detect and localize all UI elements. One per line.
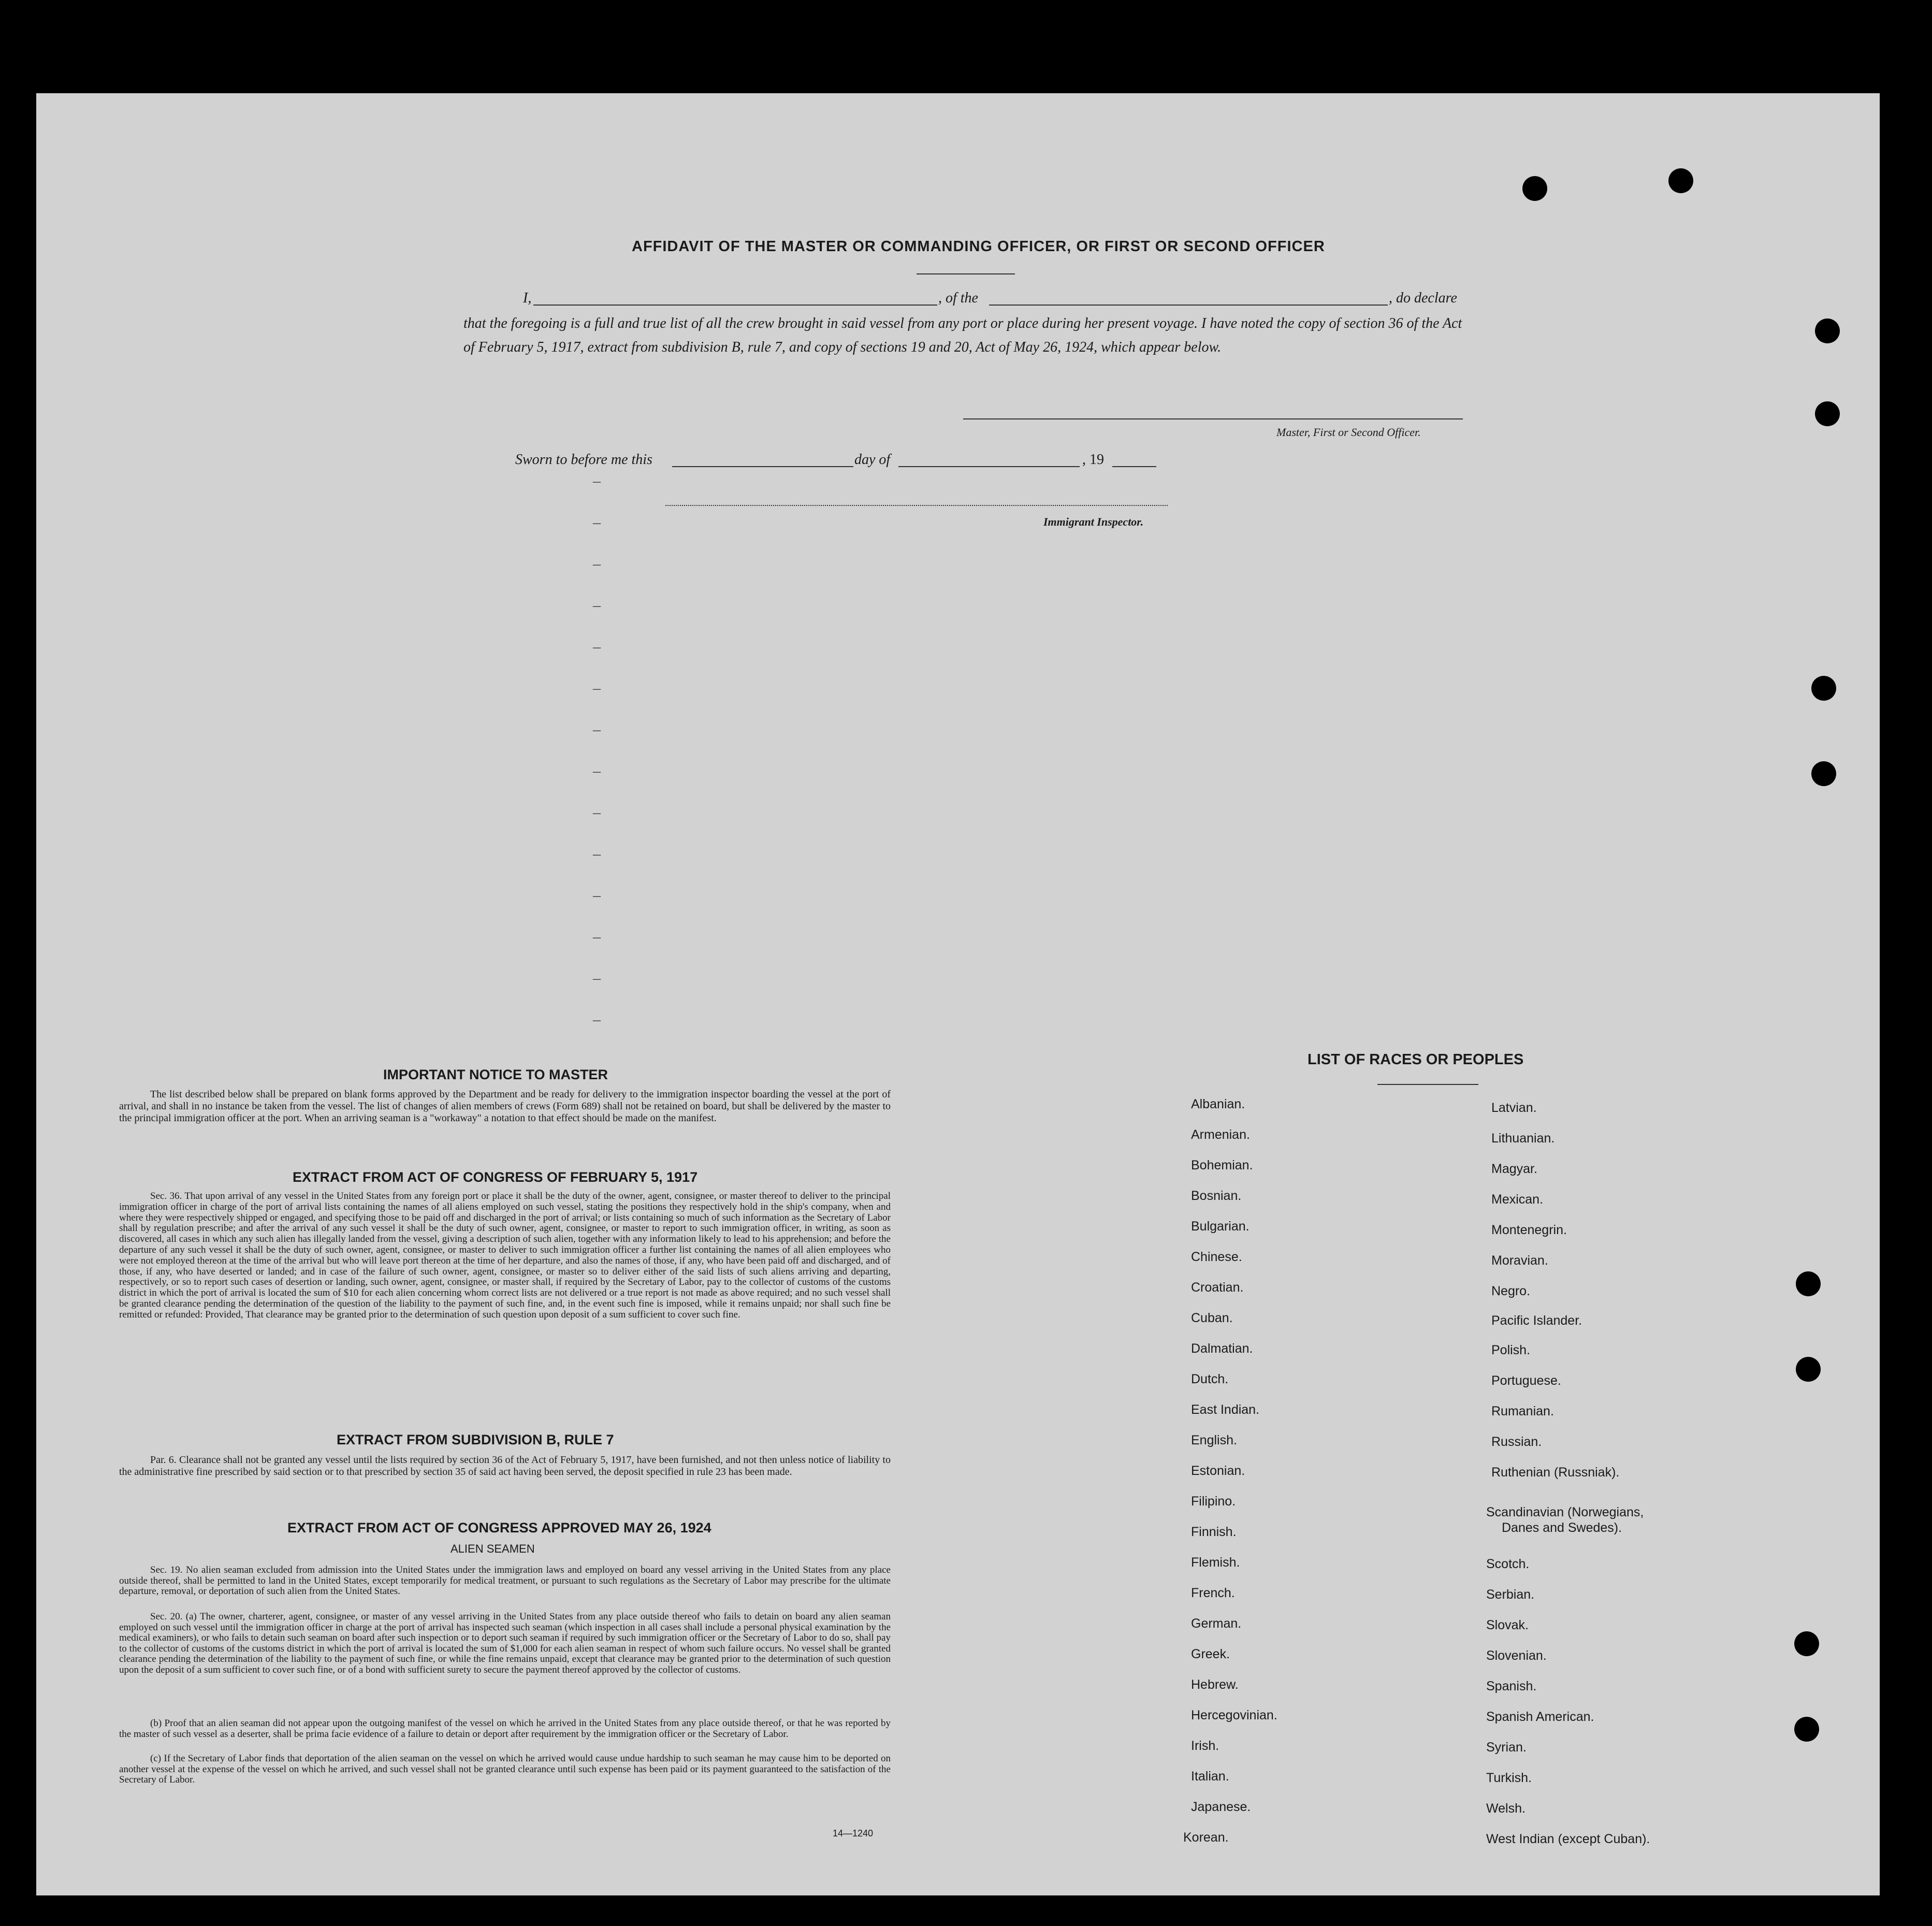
race-item: Bohemian. xyxy=(1191,1158,1253,1172)
race-item: Syrian. xyxy=(1486,1740,1527,1755)
punch-hole xyxy=(1796,1271,1821,1296)
inspector-signature-line[interactable] xyxy=(665,505,1168,506)
inspector-caption: Immigrant Inspector. xyxy=(1043,515,1144,528)
punch-hole xyxy=(1794,1631,1819,1656)
race-item: Italian. xyxy=(1191,1769,1229,1784)
notice-title: IMPORTANT NOTICE TO MASTER xyxy=(383,1067,608,1082)
race-item: Russian. xyxy=(1491,1435,1542,1449)
sec19-text: Sec. 19. No alien seaman excluded from admission into the United States under the immigration laws and employed on board any vessel arriving in the United States from any place outside thereof, shall be permitted to land in the United States, except temporarily for medical treatment, or pursuant to such regulations as the Secretary of Labor may prescribe for the ultimate departure, removal, or deportation of such alien from the United States. xyxy=(119,1565,891,1597)
race-item: Moravian. xyxy=(1491,1253,1548,1268)
race-item: Scotch. xyxy=(1486,1557,1530,1571)
extract-1924-subtitle: ALIEN SEAMEN xyxy=(451,1542,535,1555)
extract-rule7-text: Par. 6. Clearance shall not be granted any vessel until the lists required by section 36 of the Act of February 5, 1917, have been furnished, and not then unless notice of liability to the administrative fine prescribed by said section or to that prescribed by section 35 of said act having been served, the deposit specified in rule 23 has been made. xyxy=(119,1454,891,1478)
sec20a-text: Sec. 20. (a) The owner, charterer, agent, consignee, or master of any vessel arriving in the United States from any place outside thereof who fails to detain on board any alien seaman employed on such vessel until the immigration officer in charge at the port of arrival has inspected such seaman (which inspection in all cases shall include a personal physical examination by the medical examiners), or who fails to detain such seaman on board after such inspection or to deport such seaman if required by such immigration officer or the Secretary of Labor to do so, shall pay to the collector of customs of the customs district in which the port of arrival is located the sum of $1,000 for each alien seaman in respect of whom such failure occurs. No vessel shall be granted clearance pending the determination of the liability to the payment of such fine, or while the fine remains unpaid, except that clearance may be granted prior to the determination of such question upon the deposit of a sum sufficient to cover such fine, or of a bond with sufficient surety to secure the payment thereof approved by the collector of customs. xyxy=(119,1611,891,1675)
sworn-label: Sworn to before me this xyxy=(515,452,652,468)
race-item: Flemish. xyxy=(1191,1555,1240,1570)
race-item: Hebrew. xyxy=(1191,1677,1239,1692)
year-field[interactable] xyxy=(1112,466,1156,467)
race-item: Armenian. xyxy=(1191,1127,1250,1142)
name-field[interactable] xyxy=(533,305,937,306)
race-item: Bulgarian. xyxy=(1191,1219,1250,1234)
punch-hole xyxy=(1811,761,1836,786)
race-item: Estonian. xyxy=(1191,1464,1245,1478)
race-item: Croatian. xyxy=(1191,1280,1244,1295)
races-title-rule xyxy=(1377,1084,1478,1085)
race-item: Slovenian. xyxy=(1486,1648,1547,1663)
sec20b-text: (b) Proof that an alien seaman did not appear upon the outgoing manifest of the vessel on which he arrived in the United States from any place outside thereof, or that he was reported by the master of such vessel as a deserter, shall be prima facie evidence of a failure to detain or deport after requirement by the immigration officer or the Secretary of Labor. xyxy=(119,1718,891,1740)
race-item: English. xyxy=(1191,1433,1237,1447)
sworn-month-field[interactable] xyxy=(898,466,1080,467)
race-item: Irish. xyxy=(1191,1739,1219,1753)
race-item: Portuguese. xyxy=(1491,1373,1561,1388)
race-item: Mexican. xyxy=(1491,1192,1544,1207)
punch-hole xyxy=(1794,1717,1819,1742)
margin-dash: – xyxy=(593,514,601,531)
margin-dash: – xyxy=(593,472,601,489)
race-item: Filipino. xyxy=(1191,1494,1236,1509)
margin-dash: – xyxy=(593,679,601,697)
race-item: East Indian. xyxy=(1191,1402,1260,1417)
punch-hole xyxy=(1811,676,1836,701)
punch-hole xyxy=(1522,176,1547,201)
margin-dash: – xyxy=(593,638,601,655)
race-item: French. xyxy=(1191,1586,1235,1600)
day-of-label: day of xyxy=(854,452,891,468)
title-rule xyxy=(917,273,1015,274)
race-item: Hercegovinian. xyxy=(1191,1708,1277,1722)
race-item: Slovak. xyxy=(1486,1618,1529,1632)
race-item: Negro. xyxy=(1491,1284,1531,1298)
race-item: Albanian. xyxy=(1191,1097,1245,1111)
race-item: West Indian (except Cuban). xyxy=(1486,1832,1650,1846)
races-title: LIST OF RACES OR PEOPLES xyxy=(1308,1051,1524,1068)
form-number: 14—1240 xyxy=(833,1828,874,1838)
race-item: Japanese. xyxy=(1191,1800,1251,1814)
extract-1924-title: EXTRACT FROM ACT OF CONGRESS APPROVED MAY 26, 1924 xyxy=(287,1520,711,1536)
signature-line[interactable] xyxy=(963,418,1463,419)
race-item: Rumanian. xyxy=(1491,1404,1554,1418)
race-item: Bosnian. xyxy=(1191,1189,1242,1203)
sec20c-text: (c) If the Secretary of Labor finds that deportation of the alien seaman on the vessel on which he arrived would cause undue hardship to such seaman he may cause him to be deported on another vessel at the expense of the vessel on which he arrived, and such vessel shall not be granted clearance until such expense has been paid or its payment guaranteed to the satisfaction of the Secretary of Labor. xyxy=(119,1753,891,1785)
race-item: Welsh. xyxy=(1486,1801,1526,1816)
margin-dash: – xyxy=(593,928,601,945)
race-item: Spanish. xyxy=(1486,1679,1537,1693)
punch-hole xyxy=(1815,318,1840,343)
notice-text: The list described below shall be prepared on blank forms approved by the Department and be ready for delivery to the immigration inspector boarding the vessel at the port of arrival, and shall in no instance be taken from the vessel. The list of changes of alien members of crews (Form 689) shall not be retained on board, but shall be delivered by the master to the principal immigration officer at the port. When an arriving seaman is a "workaway" a notation to that effect should be made on the manifest. xyxy=(119,1089,891,1124)
margin-dash: – xyxy=(593,762,601,779)
race-item: Chinese. xyxy=(1191,1250,1242,1264)
margin-dash: – xyxy=(593,597,601,614)
punch-hole xyxy=(1796,1357,1821,1382)
extract-rule7-title: EXTRACT FROM SUBDIVISION B, RULE 7 xyxy=(337,1432,614,1447)
race-item: Dutch. xyxy=(1191,1372,1229,1386)
race-item: Magyar. xyxy=(1491,1162,1537,1176)
margin-dash: – xyxy=(593,804,601,821)
punch-hole xyxy=(1815,401,1840,426)
race-item: Ruthenian (Russniak). xyxy=(1491,1465,1620,1480)
punch-hole xyxy=(1668,168,1693,193)
signature-caption: Master, First or Second Officer. xyxy=(1276,426,1421,439)
race-item: Polish. xyxy=(1491,1343,1531,1357)
affidavit-title: AFFIDAVIT OF THE MASTER OR COMMANDING OFFICER, OR FIRST OR SECOND OFFICER xyxy=(632,238,1325,255)
race-item: Danes and Swedes). xyxy=(1502,1520,1622,1535)
of-the-label: , of the xyxy=(938,290,978,306)
race-item: Scandinavian (Norwegians, xyxy=(1486,1505,1644,1519)
race-item: Finnish. xyxy=(1191,1525,1237,1539)
race-item: Spanish American. xyxy=(1486,1710,1594,1724)
race-item: Dalmatian. xyxy=(1191,1341,1253,1356)
do-declare-label: , do declare xyxy=(1389,290,1457,306)
margin-dash: – xyxy=(593,969,601,987)
race-item: Lithuanian. xyxy=(1491,1131,1555,1146)
race-item: Greek. xyxy=(1191,1647,1230,1661)
margin-dash: – xyxy=(593,721,601,738)
extract-1917-title: EXTRACT FROM ACT OF CONGRESS OF FEBRUARY 5, 1917 xyxy=(293,1169,698,1185)
race-item: Montenegrin. xyxy=(1491,1223,1567,1237)
margin-dash: – xyxy=(593,1011,601,1028)
race-item: Cuban. xyxy=(1191,1311,1233,1325)
vessel-field[interactable] xyxy=(989,305,1388,306)
declaration-text: that the foregoing is a full and true list of all the crew brought in said vessel from any port or place during her present voyage. I have noted the copy of section 36 of the Act of February 5, 1917, extract from subdivision B, rule 7, and copy of sections 19 and 20, Act of May 26, 1924, which appear below. xyxy=(463,315,1462,355)
margin-dash: – xyxy=(593,845,601,862)
race-item: Latvian. xyxy=(1491,1100,1537,1115)
race-item: Korean. xyxy=(1183,1830,1229,1845)
year-label: , 19 xyxy=(1082,452,1104,468)
race-item: Pacific Islander. xyxy=(1491,1313,1582,1328)
margin-dash: – xyxy=(593,887,601,904)
sworn-day-field[interactable] xyxy=(672,466,853,467)
race-item: German. xyxy=(1191,1616,1242,1631)
race-item: Turkish. xyxy=(1486,1771,1532,1785)
margin-dash: – xyxy=(593,555,601,572)
affidavit-i-label: I, xyxy=(523,290,532,306)
extract-1917-text: Sec. 36. That upon arrival of any vessel in the United States from any foreign port or place it shall be the duty of the owner, agent, consignee, or master thereof to deliver to the principal immigration officer in charge of the port of arrival lists containing the names of all aliens employed on such vessel, stating the positions they respectively hold in the ship's company, when and where they were respectively shipped or engaged, and specifying those to be paid off and discharged in the port of arrival; or lists containing so much of such information as the Secretary of Labor shall by regulation prescribe; and after the arrival of any such vessel it shall be the duty of such owner, agent, consignee, or master to report to such immigration officer, in writing, as soon as discovered, all cases in which any such alien has illegally landed from the vessel, giving a description of such alien, together with any information likely to lead to his apprehension; and before the departure of any such vessel it shall be the duty of such owner, agent, consignee, or master to deliver to such immigration officer a further list containing the names of all alien employees who were not employed thereon at the time of the arrival but who will leave port thereon at the time of her departure, and also the names of those, if any, who have been paid off and discharged, and of those, if any, who have deserted or landed; and in case of the failure of such owner, agent, consignee, or master so to deliver either of the said lists of such aliens arriving and departing, respectively, or so to report such cases of desertion or landing, such owner, agent, consignee, or master shall, if required by the Secretary of Labor, pay to the collector of customs of the customs district in which the port of arrival is located the sum of $10 for each alien concerning whom correct lists are not delivered or a true report is not made as above required; and no such vessel shall be granted clearance pending the determination of the question of the liability to the payment of such fine, and, in the event such fine is imposed, while it remains unpaid; nor shall such fine be remitted or refunded: Provided, That clearance may be granted prior to the determination of such question upon deposit of a sum sufficient to cover such fine. xyxy=(119,1191,891,1320)
race-item: Serbian. xyxy=(1486,1587,1535,1602)
